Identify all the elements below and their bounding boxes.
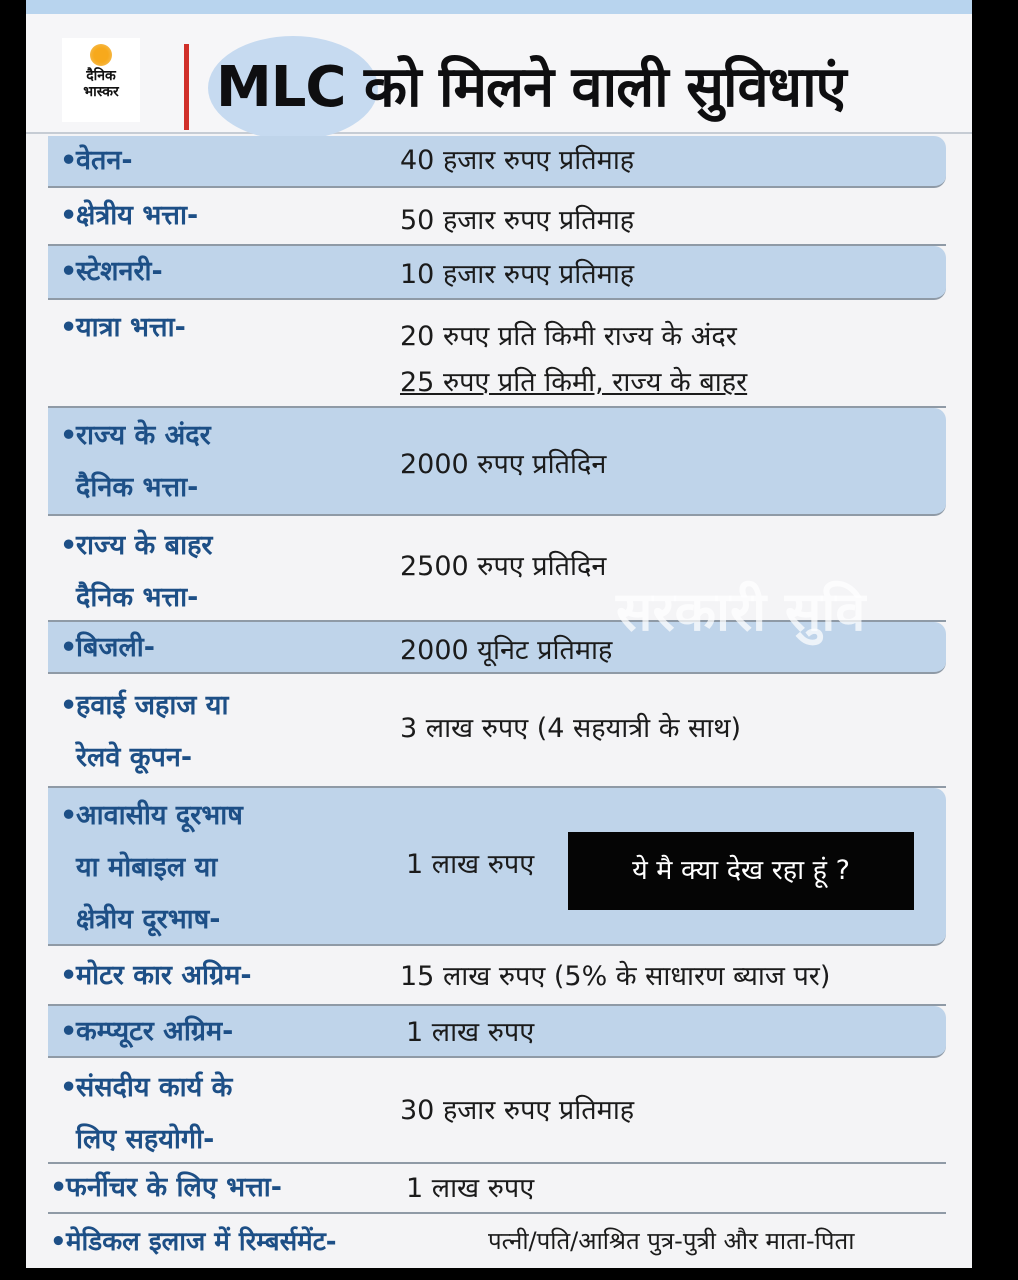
benefit-label: •वेतन-: [60, 145, 133, 176]
benefit-label: •क्षेत्रीय भत्ता-: [60, 200, 199, 231]
benefit-row: [48, 622, 946, 674]
dainik-bhaskar-logo: [62, 38, 140, 122]
benefit-row: [48, 408, 946, 516]
benefit-value: पत्नी/पति/आश्रित पुत्र-पुत्री और माता-पिता: [488, 1227, 855, 1255]
benefit-label: •कम्प्यूटर अग्रिम-: [60, 1016, 234, 1047]
benefit-row: [48, 674, 946, 788]
benefit-value: 3 लाख रुपए (4 सहयात्री के साथ): [400, 713, 742, 744]
benefit-label: •बिजली-: [60, 632, 155, 663]
benefit-row: [48, 1214, 946, 1268]
benefit-row: [48, 516, 946, 622]
benefit-row: [48, 1164, 946, 1214]
benefit-row: [48, 300, 946, 408]
page-title: MLC को मिलने वाली सुविधाएं: [216, 55, 846, 120]
sun-logo-icon: [90, 44, 112, 66]
watermark-text: सरकारी सुवि: [616, 580, 866, 643]
benefit-label: •यात्रा भत्ता-: [60, 312, 186, 343]
benefit-row: [48, 1058, 946, 1164]
benefit-value: 10 हजार रुपए प्रतिमाह: [400, 259, 635, 290]
benefit-value: 20 रुपए प्रति किमी राज्य के अंदर 25 रुपए प्रति किमी, राज्य के बाहर: [400, 321, 748, 398]
benefit-label: •राज्य के बाहर दैनिक भत्ता-: [60, 530, 213, 613]
benefit-value: 50 हजार रुपए प्रतिमाह: [400, 205, 635, 236]
benefit-value: 15 लाख रुपए (5% के साधारण ब्याज पर): [400, 961, 831, 992]
benefit-row: [48, 1006, 946, 1058]
red-divider: [184, 44, 189, 130]
logo-text-line2: भास्कर: [83, 84, 119, 100]
benefit-row: [48, 246, 946, 300]
benefit-value: 1 लाख रुपए: [406, 849, 535, 880]
benefit-value: 1 लाख रुपए: [406, 1173, 535, 1204]
benefit-label: •मोटर कार अग्रिम-: [60, 960, 252, 991]
benefit-row: [48, 946, 946, 1006]
header: [26, 14, 972, 134]
benefit-label: •आवासीय दूरभाष या मोबाइल या क्षेत्रीय दूरभाष-: [60, 800, 243, 935]
benefit-row: [48, 136, 946, 188]
top-accent-bar: [26, 0, 972, 14]
benefit-value: 40 हजार रुपए प्रतिमाह: [400, 145, 635, 176]
bottom-edge: [26, 1268, 972, 1280]
benefit-row: [48, 188, 946, 246]
benefit-label: •हवाई जहाज या रेलवे कूपन-: [60, 690, 229, 773]
benefit-label: •मेडिकल इलाज में रिम्बर्समेंट-: [50, 1227, 337, 1257]
benefit-label: •राज्य के अंदर दैनिक भत्ता-: [60, 420, 211, 503]
benefit-value: 2000 रुपए प्रतिदिन: [400, 449, 607, 480]
benefit-label: •स्टेशनरी-: [60, 256, 163, 287]
benefit-label: •फर्नीचर के लिए भत्ता-: [50, 1172, 282, 1203]
benefit-value: 2000 यूनिट प्रतिमाह: [400, 635, 613, 666]
infographic-card: [26, 0, 972, 1280]
benefit-label: •संसदीय कार्य के लिए सहयोगी-: [60, 1072, 233, 1155]
benefit-value: 2500 रुपए प्रतिदिन: [400, 551, 607, 582]
benefit-value: 30 हजार रुपए प्रतिमाह: [400, 1095, 635, 1126]
overlay-caption: ये मै क्या देख रहा हूं ?: [568, 832, 914, 910]
benefit-value: 1 लाख रुपए: [406, 1017, 535, 1048]
logo-text-line1: दैनिक: [86, 68, 116, 84]
